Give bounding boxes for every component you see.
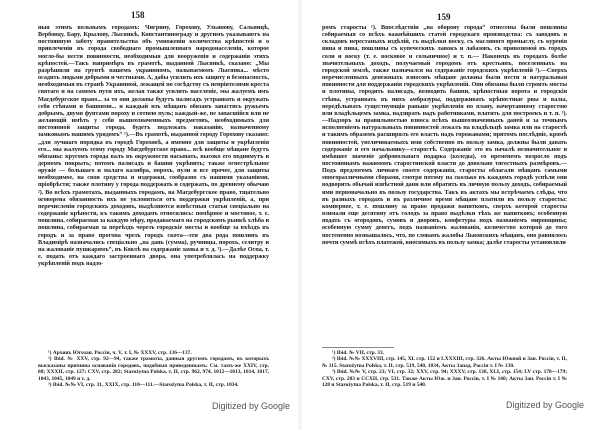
right-page <box>300 0 600 430</box>
footnote-divider <box>322 347 394 348</box>
footnote: ³) Ibid. №№ V, стр. 23; VI, стр. 32; XXV, стр. 94; XXXV, стр. 138, XLI, стр. 154; LV стр. 178—179; CXV, стр. 283 и CCXII, стр. 531. Также Акты Юж. и Зап. Россіи, т. I № 160; Акты Зап. Россіи т. I № 120 и Starożytna Polska, т. II, стр. 519 и 540. <box>322 369 567 389</box>
watermark: Digitized by Google <box>506 400 585 410</box>
body-text: ромъ старосты ¹). Впослѣдствіи „на оборону города“ отнесены были пошлины собираемыя со всѣхъ важнѣйшихъ статей городскаго производства: съ заводовъ и складовъ нерестаныхъ издѣлій, съ выдѣлки воску, съ масляного промыслу, съ куренія вина и пива, пошлины съ купеческихъ лавокъ и лабазовъ, съ привозимой въ городъ соли и воску (т. е. восковое и сольничное) и т. п.— Наконецъ въ городахъ болѣе значительныхъ доходъ, получаемый городомъ отъ крестьянъ, поселенныхъ на городской землѣ, также назначался на содержаніе городскихъ укрѣпленій ²).—Сверхъ перечисленныхъ денежныхъ взносовъ мѣщане должны были нести и натуральныя повинности для поддержанія городскихъ укрѣпленій. Они обязаны были строить мосты и плотины, городить палисадъ, возводить башни, крѣпостныя ворота и городскія стѣны, устраивать въ нихъ амбразуры, поддерживать крѣпостные рвы и валы, передѣлывать существующія раньше укрѣпленія по плану, начертанному старостою или владѣльцемъ замка, надзирать надъ работниками, платить для построекъ и т. п. ³).—Надзоръ за правильностью взноса всѣхъ вышеозначенныхъ даней и за точнымъ исполненіемъ натуральныхъ повинностей лежалъ на владѣльцѣ замка или на старостѣ и такимъ образомъ расширялъ его власть надъ горожанами; притомъ послѣдніе, кромѣ повинностей, увеличиваемыхъ ими собственно въ пользу замка, должны были давать содержаніе и его начальнику—старостѣ. Содержаніе это въ началѣ незначительное и имѣвшее значеніе добровольнаго подарка (коледы), со временемъ возросло подъ постояннымъ нажимомъ старостинской власти до довольно тягостныхъ размѣровъ.—Подъ предлогомъ личнаго своего содержанія, старосты облагали мѣщанъ самыми многоразличными сборами, смотря потому на сколько въ каждомъ городѣ успѣли они водворить обычай извѣстной дани или обратить въ личную пользу доходъ, собираемый ими первоначально въ пользу государства. Такъ въ актахъ мы встрѣчаемъ слѣды, что въ разныхъ городахъ и въ различное время мѣщане платили въ пользу старосты: комнерное, т. е. пошлину за право продажи напитковъ, сверхъ которой старосты взимали еще десятину отъ солодъ за право выдѣлки тѣхъ же напитковъ; особенную подать съ огородовъ, сумовъ и дворовъ, конфетуры подъ названіемъ мировщины; особенную сумму денегъ, подъ названіемъ жалованія, количество которой до того постепенно возвышалось, что, по словамъ жалобы Львовскихъ мѣщанъ, оно равнялось почти суммѣ всѣхъ платежей, вносимыхъ въ пользу замка; далѣе старосты установляли <box>322 24 567 246</box>
footnote: ¹) Архивъ Югозап. Россіи, ч. V, т. I, № XXXV, стр. 136—137. <box>48 350 192 356</box>
footnotes <box>322 350 567 388</box>
watermark: Digitized by Google <box>212 401 291 411</box>
footnote: ²) Ibid. № XXV, стр. 92—94, также грамоты, данныя другимъ городамъ, въ которыхъ высказаны причины основанія городовъ, подобныя приведеннымъ: См. тамъ-же XXIV, стр. 88; XXXII, стр. 127; CXV, стр. 282; Starożytna Polska, т. II, стр. 962, 974, 1012—1013, 1014, 1017, 1043, 1045, 1049 и т. д. <box>38 356 269 382</box>
body-text: ныя этимъ вольнымъ городамъ: Чигрину, Горохову, Ульянову, Сальницѣ, Вербовцу, Бару, Крылову, Лысянкѣ, Константинограду и другимъ указываютъ на постоянную заботу правительства объ умноженіи количества крѣпостей и о привлеченіи въ города свободнаго промышленнаго народонаселенія, которое могло-бы нести повинности, необходимыя для вооруженія и содержанія этихъ крѣпостей.—Такъ напримѣръ въ грамотѣ, выданной Лысянкѣ, сказано: „Мы разрѣшили на грунтѣ нашемъ украинномъ, называемомъ Лысянка... мѣсто осадить людьми добрыми и честными. А, дабы усилить ихъ защиту и безопасность, необходимыя въ странѣ Украинной, лежащей по сосѣдству съ непріятелями креста святаго и на самомъ пути ихъ, желая также усилить населеніе, мы жалуемъ имъ Магдебургское право... за то они должны будутъ палисадъ устраивать и окружать себя стѣнами и башнями... и каждый изъ мѣщанъ обязанъ запастись ружьемъ добрымъ, двумя фунтами пороху и сотнею пуль; каждый-же, не запасшійся или не желающій имѣть у себя вышеозначенныхъ предметовъ, необходимыхъ для постоянной защиты города, будетъ подлежать наказанію, назначенному замковымъ нашимъ урядомъ“ ¹).—Въ грамотѣ, выданной городу Горохову сказано: „для лучшаго порядка въ городѣ Гороховѣ, а именно для защиты и укрѣпленія его... мы жалуемъ этому городу Магдебургское право... всѣ вообще мѣщане будутъ обязаны: кругомъ города валъ въ окружности насыпать, высоко его поднимутъ и дерномъ покрыть; потомъ палисадъ и башни укрѣпить; также огнестрѣльное оружіе — большаго и малаго калибра, порохъ, пули и все прочее, для защиты необходимое, на свои средства и издержки, сообразно съ нашими указаніями, пріобрѣсти; также плотину у города поддержать и содержать, по древнему обычаю ²). Во всѣхъ грамотахъ, выданныхъ городамъ, на Магдебургское право, тщательно оговорена обязанность ихъ не уклоняться отъ поддержки укрѣпленій, а, при перечисленіи городскихъ доходовъ, выдѣляются извѣстныя статьи спеціально на содержаніе крѣпости, къ такимъ доходамъ относились: помѣрное и мостовое, т. е. пошлина, собираемая за каждую мѣру, продаваемаго на городскомъ рынкѣ хлѣба и пошлина, собираемая за переѣздъ черезъ городскіе мосты и вообще за въѣздъ въ городъ и за право прогона чрезъ городъ скота—эти два рода пошлинъ въ Владимірѣ назначались спеціально „на дань (сумма), ручницы, порохъ, селитру и на жалованіе пушкарямъ“, въ Ковлѣ на содержаніе замка и т. д. ³).—Далѣе Оспа, т. е. подать отъ каждаго застроеннаго двора, она употреблялась на поддержку укрѣпленій подъ надзо- <box>38 24 269 268</box>
footnote: ³) Ibid. №№ VI, стр. 31, XXIX, стр. 110—111.—Starożytna Polska, т. II, стр. 1034. <box>48 382 239 389</box>
footnote: ¹) Ibid. № VII, стр. 33. <box>332 350 385 356</box>
page-number: 158 <box>131 10 145 20</box>
page-number: 159 <box>437 12 451 22</box>
footnotes <box>38 350 269 388</box>
footnote: ²) Ibid. №№ XXXVIII, стр. 145, XL стр. 152 и LXXXIII, стр. 326. Акты Южной и Зап. Россіи, т. II, № 115. Starożytna Polska, т. II, стр. 519, 540, 1034, Акты Запад. Россіи т. I № 130. <box>322 356 567 369</box>
